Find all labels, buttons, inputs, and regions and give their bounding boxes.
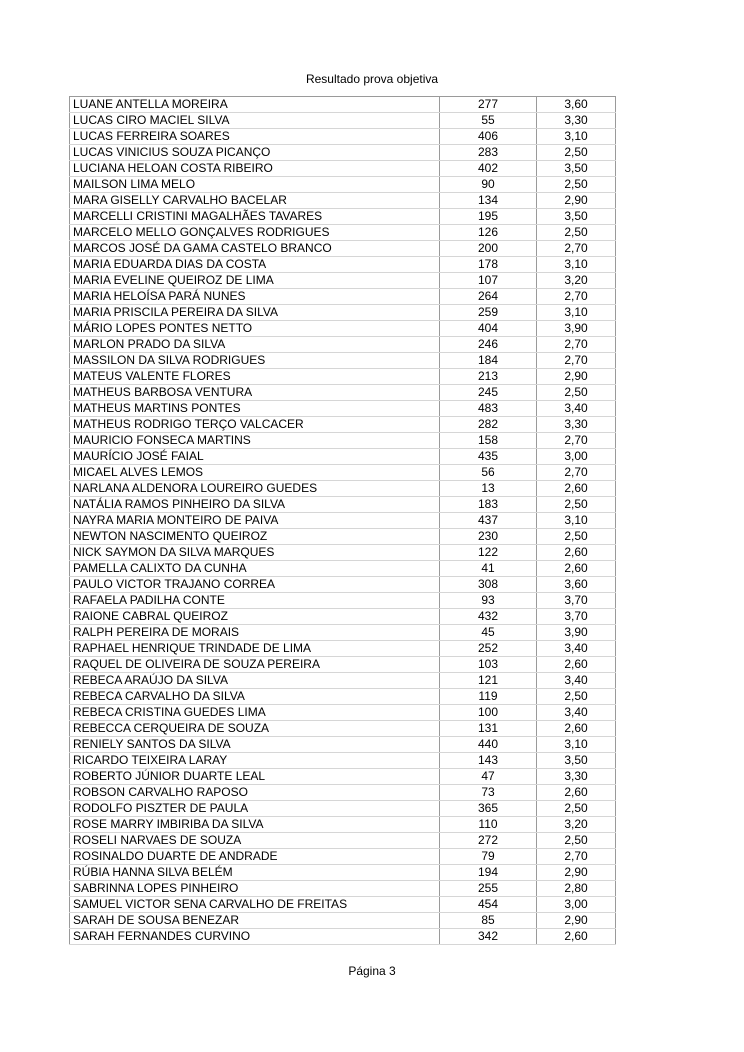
candidate-name-cell: ROSE MARRY IMBIRIBA DA SILVA xyxy=(70,817,440,833)
table-row xyxy=(70,417,616,433)
candidate-score-cell: 2,60 xyxy=(537,481,616,497)
candidate-name-cell: RAPHAEL HENRIQUE TRINDADE DE LIMA xyxy=(70,641,440,657)
candidate-name-cell: LUCAS VINICIUS SOUZA PICANÇO xyxy=(70,145,440,161)
candidate-name-cell: MARIA HELOÍSA PARÁ NUNES xyxy=(70,289,440,305)
table-row xyxy=(70,721,616,737)
table-row xyxy=(70,497,616,513)
candidate-number-cell: 110 xyxy=(440,817,537,833)
candidate-number-cell: 178 xyxy=(440,257,537,273)
candidate-score-cell: 3,20 xyxy=(537,273,616,289)
table-row xyxy=(70,241,616,257)
candidate-name-cell: MATHEUS RODRIGO TERÇO VALCACER xyxy=(70,417,440,433)
candidate-name-cell: SAMUEL VICTOR SENA CARVALHO DE FREITAS xyxy=(70,897,440,913)
candidate-score-cell: 3,10 xyxy=(537,257,616,273)
table-row xyxy=(70,449,616,465)
candidate-name-cell: MASSILON DA SILVA RODRIGUES xyxy=(70,353,440,369)
results-table-body xyxy=(70,97,616,945)
candidate-name-cell: RAIONE CABRAL QUEIROZ xyxy=(70,609,440,625)
candidate-number-cell: 283 xyxy=(440,145,537,161)
candidate-score-cell: 3,60 xyxy=(537,577,616,593)
candidate-number-cell: 230 xyxy=(440,529,537,545)
table-row xyxy=(70,289,616,305)
candidate-name-cell: LUCAS FERREIRA SOARES xyxy=(70,129,440,145)
candidate-name-cell: MARIA EDUARDA DIAS DA COSTA xyxy=(70,257,440,273)
candidate-name-cell: ROBERTO JÚNIOR DUARTE LEAL xyxy=(70,769,440,785)
candidate-score-cell: 2,70 xyxy=(537,433,616,449)
candidate-name-cell: REBECA CARVALHO DA SILVA xyxy=(70,689,440,705)
candidate-name-cell: RICARDO TEIXEIRA LARAY xyxy=(70,753,440,769)
candidate-name-cell: MATEUS VALENTE FLORES xyxy=(70,369,440,385)
candidate-number-cell: 131 xyxy=(440,721,537,737)
candidate-score-cell: 2,90 xyxy=(537,865,616,881)
table-row xyxy=(70,913,616,929)
candidate-score-cell: 3,10 xyxy=(537,737,616,753)
candidate-name-cell: PAMELLA CALIXTO DA CUNHA xyxy=(70,561,440,577)
candidate-number-cell: 483 xyxy=(440,401,537,417)
candidate-number-cell: 264 xyxy=(440,289,537,305)
candidate-number-cell: 246 xyxy=(440,337,537,353)
table-row xyxy=(70,577,616,593)
table-row xyxy=(70,737,616,753)
results-table xyxy=(69,96,616,945)
table-row xyxy=(70,881,616,897)
candidate-number-cell: 100 xyxy=(440,705,537,721)
candidate-number-cell: 184 xyxy=(440,353,537,369)
candidate-name-cell: PAULO VICTOR TRAJANO CORREA xyxy=(70,577,440,593)
candidate-score-cell: 2,60 xyxy=(537,545,616,561)
candidate-number-cell: 93 xyxy=(440,593,537,609)
candidate-name-cell: MARIA PRISCILA PEREIRA DA SILVA xyxy=(70,305,440,321)
candidate-number-cell: 252 xyxy=(440,641,537,657)
candidate-name-cell: SARAH DE SOUSA BENEZAR xyxy=(70,913,440,929)
table-row xyxy=(70,97,616,113)
candidate-score-cell: 2,70 xyxy=(537,465,616,481)
table-row xyxy=(70,257,616,273)
candidate-name-cell: REBECA ARAÚJO DA SILVA xyxy=(70,673,440,689)
candidate-name-cell: NATÁLIA RAMOS PINHEIRO DA SILVA xyxy=(70,497,440,513)
candidate-score-cell: 2,60 xyxy=(537,721,616,737)
candidate-number-cell: 245 xyxy=(440,385,537,401)
table-row xyxy=(70,705,616,721)
candidate-name-cell: LUANE ANTELLA MOREIRA xyxy=(70,97,440,113)
table-row xyxy=(70,145,616,161)
candidate-score-cell: 3,50 xyxy=(537,161,616,177)
candidate-name-cell: RÚBIA HANNA SILVA BELÉM xyxy=(70,865,440,881)
candidate-score-cell: 3,00 xyxy=(537,897,616,913)
candidate-name-cell: MARCELLI CRISTINI MAGALHÃES TAVARES xyxy=(70,209,440,225)
candidate-score-cell: 3,30 xyxy=(537,417,616,433)
table-row xyxy=(70,769,616,785)
candidate-name-cell: LUCAS CIRO MACIEL SILVA xyxy=(70,113,440,129)
table-row xyxy=(70,865,616,881)
candidate-name-cell: RALPH PEREIRA DE MORAIS xyxy=(70,625,440,641)
candidate-number-cell: 277 xyxy=(440,97,537,113)
candidate-name-cell: RENIELY SANTOS DA SILVA xyxy=(70,737,440,753)
table-row xyxy=(70,113,616,129)
candidate-score-cell: 2,50 xyxy=(537,801,616,817)
table-row xyxy=(70,561,616,577)
candidate-score-cell: 3,50 xyxy=(537,209,616,225)
table-row xyxy=(70,817,616,833)
candidate-score-cell: 3,10 xyxy=(537,513,616,529)
candidate-name-cell: MAILSON LIMA MELO xyxy=(70,177,440,193)
candidate-number-cell: 107 xyxy=(440,273,537,289)
candidate-score-cell: 3,90 xyxy=(537,321,616,337)
candidate-score-cell: 3,00 xyxy=(537,449,616,465)
candidate-score-cell: 3,90 xyxy=(537,625,616,641)
table-row xyxy=(70,369,616,385)
candidate-number-cell: 41 xyxy=(440,561,537,577)
table-row xyxy=(70,273,616,289)
table-row xyxy=(70,321,616,337)
candidate-number-cell: 158 xyxy=(440,433,537,449)
candidate-name-cell: NAYRA MARIA MONTEIRO DE PAIVA xyxy=(70,513,440,529)
candidate-number-cell: 122 xyxy=(440,545,537,561)
candidate-score-cell: 3,40 xyxy=(537,673,616,689)
table-row xyxy=(70,929,616,945)
candidate-score-cell: 2,50 xyxy=(537,385,616,401)
candidate-number-cell: 79 xyxy=(440,849,537,865)
table-row xyxy=(70,401,616,417)
candidate-number-cell: 435 xyxy=(440,449,537,465)
candidate-number-cell: 432 xyxy=(440,609,537,625)
candidate-name-cell: NARLANA ALDENORA LOUREIRO GUEDES xyxy=(70,481,440,497)
table-row xyxy=(70,625,616,641)
candidate-score-cell: 3,60 xyxy=(537,97,616,113)
candidate-score-cell: 2,70 xyxy=(537,241,616,257)
candidate-name-cell: MARIA EVELINE QUEIROZ DE LIMA xyxy=(70,273,440,289)
candidate-score-cell: 3,30 xyxy=(537,769,616,785)
candidate-number-cell: 404 xyxy=(440,321,537,337)
candidate-score-cell: 3,50 xyxy=(537,753,616,769)
candidate-number-cell: 119 xyxy=(440,689,537,705)
candidate-name-cell: MATHEUS MARTINS PONTES xyxy=(70,401,440,417)
candidate-number-cell: 85 xyxy=(440,913,537,929)
table-row xyxy=(70,433,616,449)
candidate-score-cell: 2,90 xyxy=(537,193,616,209)
candidate-score-cell: 3,70 xyxy=(537,593,616,609)
candidate-name-cell: MÁRIO LOPES PONTES NETTO xyxy=(70,321,440,337)
table-row xyxy=(70,897,616,913)
candidate-number-cell: 103 xyxy=(440,657,537,673)
table-row xyxy=(70,209,616,225)
page-number: Página 3 xyxy=(348,964,396,978)
table-row xyxy=(70,801,616,817)
table-row xyxy=(70,673,616,689)
table-row xyxy=(70,849,616,865)
candidate-score-cell: 2,90 xyxy=(537,913,616,929)
candidate-number-cell: 406 xyxy=(440,129,537,145)
candidate-score-cell: 3,10 xyxy=(537,129,616,145)
candidate-score-cell: 2,70 xyxy=(537,337,616,353)
candidate-number-cell: 308 xyxy=(440,577,537,593)
candidate-name-cell: MICAEL ALVES LEMOS xyxy=(70,465,440,481)
candidate-name-cell: ROSINALDO DUARTE DE ANDRADE xyxy=(70,849,440,865)
table-row xyxy=(70,161,616,177)
candidate-score-cell: 3,20 xyxy=(537,817,616,833)
candidate-name-cell: SABRINNA LOPES PINHEIRO xyxy=(70,881,440,897)
candidate-number-cell: 437 xyxy=(440,513,537,529)
table-row xyxy=(70,609,616,625)
candidate-number-cell: 213 xyxy=(440,369,537,385)
candidate-number-cell: 134 xyxy=(440,193,537,209)
candidate-score-cell: 2,70 xyxy=(537,289,616,305)
candidate-score-cell: 3,40 xyxy=(537,401,616,417)
candidate-number-cell: 47 xyxy=(440,769,537,785)
table-row xyxy=(70,641,616,657)
candidate-score-cell: 3,70 xyxy=(537,609,616,625)
candidate-score-cell: 2,50 xyxy=(537,145,616,161)
candidate-name-cell: MATHEUS BARBOSA VENTURA xyxy=(70,385,440,401)
candidate-number-cell: 259 xyxy=(440,305,537,321)
candidate-name-cell: REBECCA CERQUEIRA DE SOUZA xyxy=(70,721,440,737)
candidate-score-cell: 3,40 xyxy=(537,705,616,721)
candidate-name-cell: MARA GISELLY CARVALHO BACELAR xyxy=(70,193,440,209)
candidate-name-cell: ROSELI NARVAES DE SOUZA xyxy=(70,833,440,849)
table-row xyxy=(70,545,616,561)
candidate-score-cell: 3,30 xyxy=(537,113,616,129)
table-row xyxy=(70,129,616,145)
candidate-score-cell: 2,90 xyxy=(537,369,616,385)
table-row xyxy=(70,689,616,705)
candidate-score-cell: 2,50 xyxy=(537,497,616,513)
candidate-name-cell: SARAH FERNANDES CURVINO xyxy=(70,929,440,945)
candidate-name-cell: ROBSON CARVALHO RAPOSO xyxy=(70,785,440,801)
table-row xyxy=(70,353,616,369)
candidate-name-cell: MAURICIO FONSECA MARTINS xyxy=(70,433,440,449)
table-row xyxy=(70,785,616,801)
candidate-number-cell: 183 xyxy=(440,497,537,513)
candidate-score-cell: 2,50 xyxy=(537,225,616,241)
table-row xyxy=(70,753,616,769)
page-title: Resultado prova objetiva xyxy=(305,72,439,86)
table-row xyxy=(70,225,616,241)
candidate-name-cell: REBECA CRISTINA GUEDES LIMA xyxy=(70,705,440,721)
candidate-number-cell: 194 xyxy=(440,865,537,881)
candidate-name-cell: MAURÍCIO JOSÉ FAIAL xyxy=(70,449,440,465)
candidate-name-cell: RODOLFO PISZTER DE PAULA xyxy=(70,801,440,817)
table-row xyxy=(70,337,616,353)
candidate-number-cell: 200 xyxy=(440,241,537,257)
table-row xyxy=(70,465,616,481)
table-row xyxy=(70,385,616,401)
candidate-number-cell: 73 xyxy=(440,785,537,801)
table-row xyxy=(70,529,616,545)
candidate-score-cell: 3,10 xyxy=(537,305,616,321)
candidate-score-cell: 2,70 xyxy=(537,353,616,369)
candidate-score-cell: 2,50 xyxy=(537,529,616,545)
table-row xyxy=(70,833,616,849)
table-row xyxy=(70,593,616,609)
candidate-number-cell: 272 xyxy=(440,833,537,849)
candidate-score-cell: 2,70 xyxy=(537,849,616,865)
candidate-score-cell: 2,50 xyxy=(537,689,616,705)
candidate-score-cell: 2,60 xyxy=(537,929,616,945)
candidate-score-cell: 2,60 xyxy=(537,785,616,801)
table-row xyxy=(70,481,616,497)
candidate-number-cell: 45 xyxy=(440,625,537,641)
candidate-number-cell: 143 xyxy=(440,753,537,769)
candidate-number-cell: 90 xyxy=(440,177,537,193)
candidate-number-cell: 342 xyxy=(440,929,537,945)
candidate-number-cell: 365 xyxy=(440,801,537,817)
candidate-number-cell: 255 xyxy=(440,881,537,897)
candidate-score-cell: 2,50 xyxy=(537,833,616,849)
candidate-name-cell: LUCIANA HELOAN COSTA RIBEIRO xyxy=(70,161,440,177)
candidate-number-cell: 454 xyxy=(440,897,537,913)
candidate-number-cell: 55 xyxy=(440,113,537,129)
candidate-number-cell: 195 xyxy=(440,209,537,225)
candidate-number-cell: 56 xyxy=(440,465,537,481)
candidate-number-cell: 440 xyxy=(440,737,537,753)
candidate-score-cell: 2,60 xyxy=(537,561,616,577)
table-row xyxy=(70,657,616,673)
candidate-score-cell: 2,80 xyxy=(537,881,616,897)
candidate-name-cell: MARCELO MELLO GONÇALVES RODRIGUES xyxy=(70,225,440,241)
candidate-number-cell: 121 xyxy=(440,673,537,689)
candidate-number-cell: 402 xyxy=(440,161,537,177)
candidate-name-cell: RAQUEL DE OLIVEIRA DE SOUZA PEREIRA xyxy=(70,657,440,673)
candidate-number-cell: 13 xyxy=(440,481,537,497)
candidate-number-cell: 126 xyxy=(440,225,537,241)
candidate-name-cell: MARLON PRADO DA SILVA xyxy=(70,337,440,353)
table-row xyxy=(70,193,616,209)
candidate-score-cell: 2,60 xyxy=(537,657,616,673)
candidate-name-cell: MARCOS JOSÉ DA GAMA CASTELO BRANCO xyxy=(70,241,440,257)
candidate-name-cell: NICK SAYMON DA SILVA MARQUES xyxy=(70,545,440,561)
table-row xyxy=(70,177,616,193)
table-row xyxy=(70,513,616,529)
candidate-score-cell: 2,50 xyxy=(537,177,616,193)
candidate-name-cell: NEWTON NASCIMENTO QUEIROZ xyxy=(70,529,440,545)
candidate-number-cell: 282 xyxy=(440,417,537,433)
candidate-score-cell: 3,40 xyxy=(537,641,616,657)
candidate-name-cell: RAFAELA PADILHA CONTE xyxy=(70,593,440,609)
table-row xyxy=(70,305,616,321)
